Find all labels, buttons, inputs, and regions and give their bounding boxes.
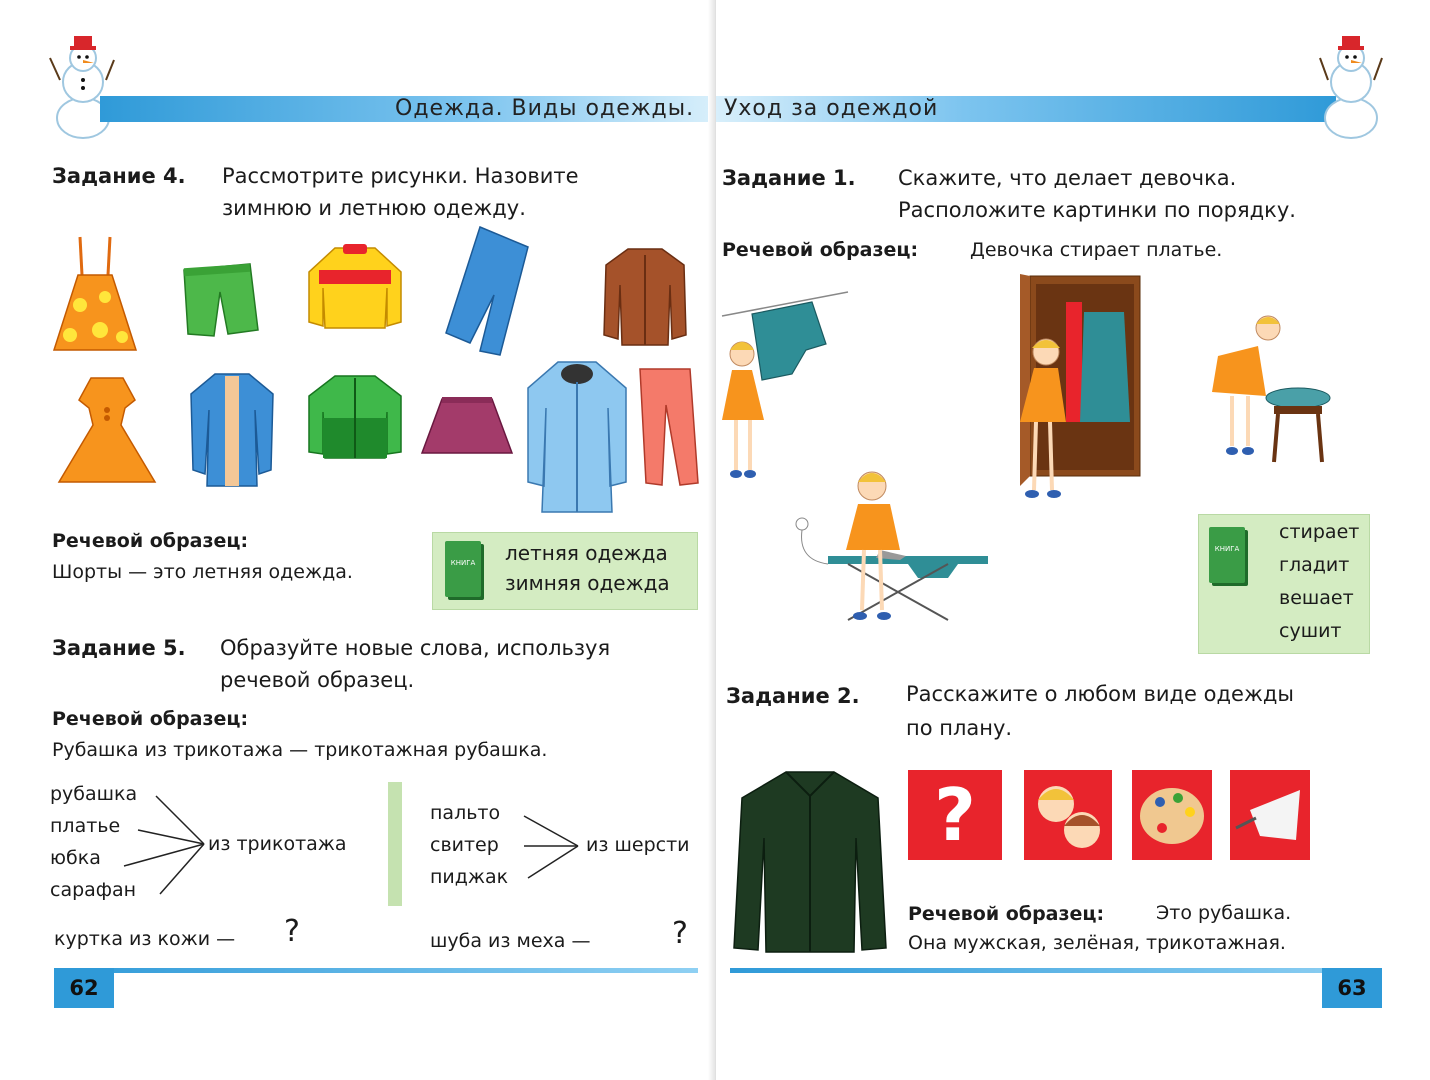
arrow-lines-1 xyxy=(120,790,210,900)
arrow-lines-2 xyxy=(520,812,584,882)
plan-children-icon xyxy=(1024,770,1112,860)
task5-label: Задание 5. xyxy=(52,636,186,660)
task1-line1: Скажите, что делает девочка. xyxy=(898,166,1237,190)
speech-sample-r1-text: Девочка стирает платье. xyxy=(970,239,1223,261)
vocab-summer: летняя одежда xyxy=(505,541,668,565)
girl-ironing-illustration xyxy=(788,460,998,630)
vocab-box-left xyxy=(432,532,698,610)
header-title-left: Одежда. Виды одежды. xyxy=(395,96,695,121)
plan-fabric-icon xyxy=(1230,770,1310,860)
book-icon: КНИГА xyxy=(445,541,481,597)
word-item: рубашка xyxy=(50,783,138,805)
target-wool: из шерсти xyxy=(586,834,690,856)
question-mark: ? xyxy=(284,914,300,949)
verb-item: гладит xyxy=(1279,554,1350,576)
vocab-winter: зимняя одежда xyxy=(505,571,670,595)
dress-icon xyxy=(55,370,160,490)
task1-line2: Расположите картинки по порядку. xyxy=(898,198,1296,222)
target-knit: из трикотажа xyxy=(208,833,347,855)
trousers-icon xyxy=(636,365,700,490)
word-item: юбка xyxy=(50,847,101,869)
speech-sample2-label: Речевой образец: xyxy=(52,708,249,730)
speech-sample-r1-label: Речевой образец: xyxy=(722,239,919,261)
speech-sample1-text: Шорты — это летняя одежда. xyxy=(52,561,353,583)
bottom-line-left xyxy=(54,968,698,973)
girl-wardrobe-illustration xyxy=(1006,272,1146,512)
fur-coat-icon xyxy=(185,370,280,490)
task2-line2: по плану. xyxy=(906,716,1013,740)
word-item: платье xyxy=(50,815,121,837)
divider-bar xyxy=(388,782,402,906)
question-fur: шуба из меха — xyxy=(430,930,591,952)
page-right xyxy=(716,0,1430,1080)
task2-line1: Расскажите о любом виде одежды xyxy=(906,682,1294,706)
page-number-left: 62 xyxy=(54,968,114,1008)
vocab-box-right xyxy=(1198,514,1370,654)
sweater-icon xyxy=(305,242,405,332)
speech-sample-r2-text1: Это рубашка. xyxy=(1156,902,1292,924)
girl-washing-illustration xyxy=(1208,306,1338,466)
page-left xyxy=(0,0,714,1080)
speech-sample-r2-text2: Она мужская, зелёная, трикотажная. xyxy=(908,932,1286,954)
task1-label: Задание 1. xyxy=(722,166,856,190)
verb-item: сушит xyxy=(1279,620,1342,642)
verb-item: вешает xyxy=(1279,587,1354,609)
blue-coat-icon xyxy=(522,358,632,518)
header-title-right: Уход за одеждой xyxy=(724,96,939,121)
jeans-icon xyxy=(440,225,530,360)
brown-coat-icon xyxy=(600,245,690,350)
green-jacket-icon xyxy=(305,372,405,462)
task4-line1: Рассмотрите рисунки. Назовите xyxy=(222,164,579,188)
snowman-icon xyxy=(48,30,118,140)
question-mark: ? xyxy=(672,916,688,951)
sundress-icon xyxy=(50,235,140,355)
speech-sample2-text: Рубашка из трикотажа — трикотажная рубашка. xyxy=(52,739,548,761)
task5-line1: Образуйте новые слова, используя xyxy=(220,636,611,660)
bottom-line-right xyxy=(730,968,1380,973)
word-item: пальто xyxy=(430,802,501,824)
task4-line2: зимнюю и летнюю одежду. xyxy=(222,196,526,220)
task2-label: Задание 2. xyxy=(726,684,860,708)
snowman-icon xyxy=(1316,30,1386,140)
question-leather: куртка из кожи — xyxy=(54,928,236,950)
shirt-illustration xyxy=(730,768,890,956)
skirt-icon xyxy=(420,395,515,460)
task5-line2: речевой образец. xyxy=(220,668,415,692)
plan-question-icon: ? xyxy=(908,770,1002,860)
word-item: пиджак xyxy=(430,866,509,888)
word-item: сарафан xyxy=(50,879,137,901)
word-item: свитер xyxy=(430,834,499,856)
speech-sample1-label: Речевой образец: xyxy=(52,530,249,552)
plan-palette-icon xyxy=(1132,770,1212,860)
shorts-icon xyxy=(180,262,260,337)
book-icon: КНИГА xyxy=(1209,527,1245,583)
task4-label: Задание 4. xyxy=(52,164,186,188)
page-number-right: 63 xyxy=(1322,968,1382,1008)
speech-sample-r2-label: Речевой образец: xyxy=(908,903,1105,925)
verb-item: стирает xyxy=(1279,521,1360,543)
